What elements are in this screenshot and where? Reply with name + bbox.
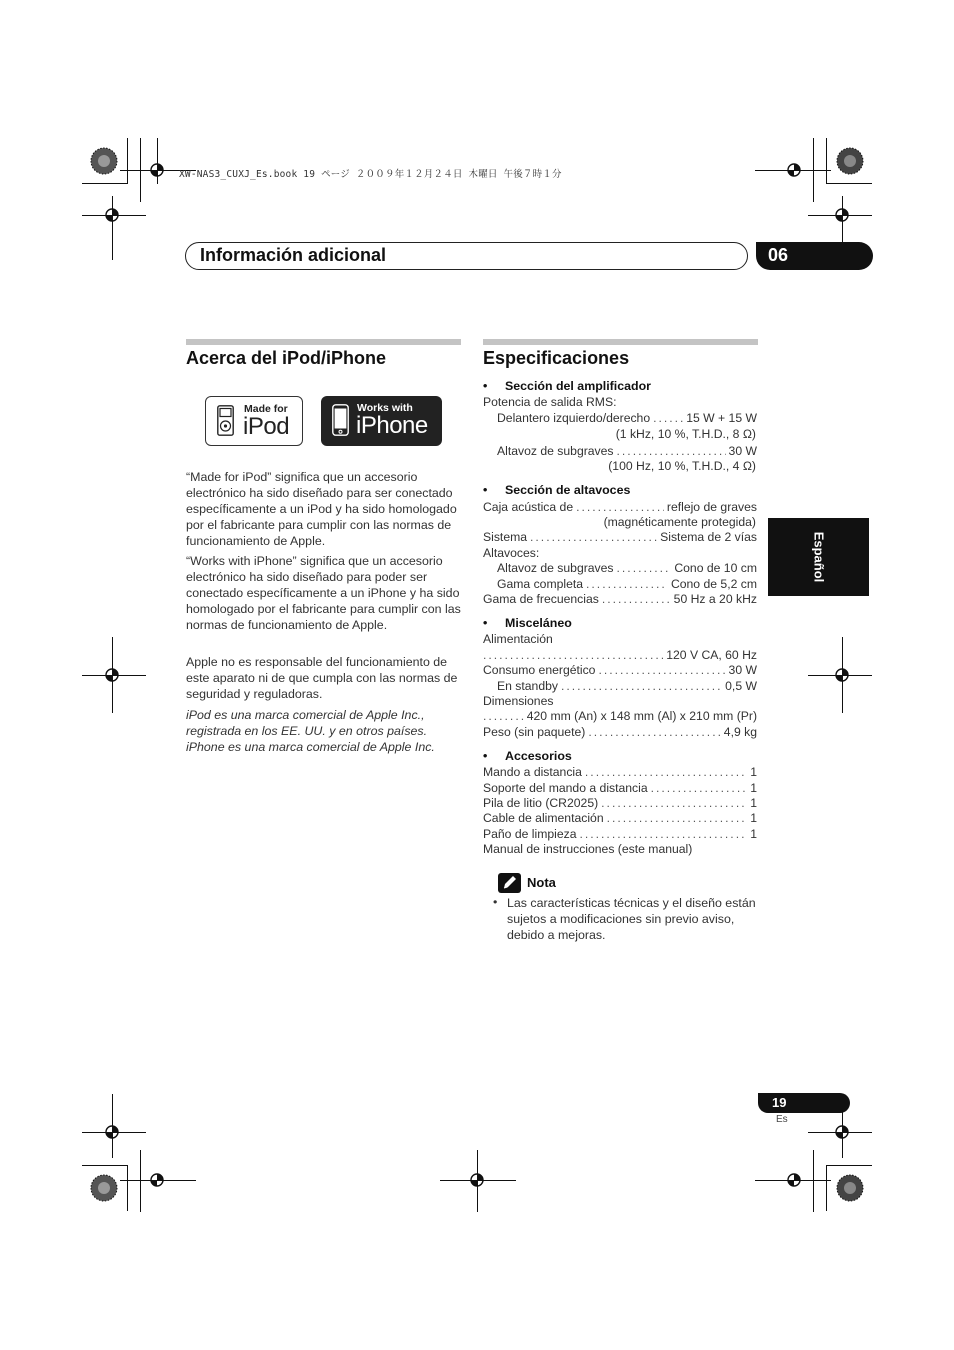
registration-target-icon bbox=[784, 1170, 804, 1190]
spec-row: Altavoz de subgraves ..... 30 W bbox=[497, 444, 757, 459]
badge-small-text: Made for bbox=[244, 403, 288, 415]
section-title-specs: Especificaciones bbox=[483, 348, 630, 368]
spec-row: Sistema ..... Sistema de 2 vías bbox=[483, 530, 757, 545]
spec-heading-amplifier: • Sección del amplificador bbox=[483, 379, 651, 393]
chapter-number-badge bbox=[756, 242, 873, 270]
section-rule bbox=[483, 339, 758, 345]
registration-target-icon bbox=[467, 1170, 487, 1190]
page-language: Es bbox=[776, 1114, 788, 1125]
spec-condition: (1 kHz, 10 %, T.H.D., 8 Ω) bbox=[615, 427, 756, 441]
works-with-iphone-badge bbox=[321, 396, 442, 446]
page-number: 19 bbox=[772, 1095, 787, 1110]
chapter-number: 06 bbox=[768, 245, 789, 265]
registration-target-icon bbox=[147, 1170, 167, 1190]
registration-target-icon bbox=[832, 665, 852, 685]
spec-row: Peso (sin paquete) ..... 4,9 kg bbox=[483, 725, 757, 740]
spec-label: Alimentación bbox=[483, 632, 553, 646]
made-for-ipod-badge bbox=[205, 396, 303, 446]
iphone-icon bbox=[332, 404, 349, 436]
paragraph: “Made for iPod” significa que un accesorio electrónico ha sido diseñado para ser conectado específicamente a un iPod y ha sido homologado por el fabricante para cumplir con las normas de funcionamiento de Apple. bbox=[186, 470, 457, 548]
registration-target-icon bbox=[784, 160, 804, 180]
registration-target-icon bbox=[832, 1122, 852, 1142]
spec-row: En standby ..... 0,5 W bbox=[497, 679, 757, 694]
spec-row: Consumo energético ..... 30 W bbox=[483, 663, 757, 678]
spec-label: Dimensiones bbox=[483, 694, 554, 708]
accessory-row: Pila de litio (CR2025) ..... 1 bbox=[483, 796, 757, 811]
section-title-ipod: Acerca del iPod/iPhone bbox=[186, 348, 387, 368]
registration-target-icon bbox=[102, 1122, 122, 1142]
spec-heading-speakers: • Sección de altavoces bbox=[483, 483, 631, 497]
registration-target-icon bbox=[102, 205, 122, 225]
note-bullet: • bbox=[493, 895, 498, 909]
spec-row: Gama completa ..... Cono de 5,2 cm bbox=[497, 577, 757, 592]
page-number-badge bbox=[758, 1093, 850, 1113]
spec-label: Altavoces: bbox=[483, 546, 540, 560]
color-rosette-icon bbox=[90, 1174, 118, 1202]
ipod-icon bbox=[217, 405, 234, 436]
accessory-row: Mando a distancia ..... 1 bbox=[483, 765, 757, 780]
spec-row: ..... 120 V CA, 60 Hz bbox=[483, 648, 757, 663]
spec-label: Potencia de salida RMS: bbox=[483, 395, 617, 409]
accessory-row: Cable de alimentación ..... 1 bbox=[483, 811, 757, 826]
accessory-row: Soporte del mando a distancia ..... 1 bbox=[483, 781, 757, 796]
badge-small-text: Works with bbox=[357, 402, 413, 414]
spec-row: ..... 420 mm (An) x 148 mm (Al) x 210 mm (Pr) bbox=[483, 709, 757, 724]
chapter-title: Información adicional bbox=[200, 245, 387, 265]
spec-row: Caja acústica de ..... reflejo de graves bbox=[483, 500, 757, 515]
print-info: XW-NAS3_CUXJ_Es.book 19 ページ ２００９年１２月２４日 木曜日 午後７時１分 bbox=[179, 169, 562, 180]
spec-row: Altavoz de subgraves ..... Cono de 10 cm bbox=[497, 561, 757, 576]
spec-heading-misc: • Misceláneo bbox=[483, 616, 572, 630]
paragraph: Apple no es responsable del funcionamiento de este aparato ni de que cumpla con las normas de seguridad y reguladoras. bbox=[186, 655, 458, 701]
spec-row: Delantero izquierdo/derecho ..... 15 W + 15 W bbox=[497, 411, 757, 426]
badge-big-text: iPod bbox=[243, 413, 290, 440]
spec-condition: (magnéticamente protegida) bbox=[603, 515, 756, 529]
color-rosette-icon bbox=[836, 147, 864, 175]
spec-condition: (100 Hz, 10 %, T.H.D., 4 Ω) bbox=[608, 459, 756, 473]
chapter-header bbox=[185, 242, 748, 270]
section-rule bbox=[186, 339, 461, 345]
note-label: Nota bbox=[527, 875, 556, 890]
accessory-manual: Manual de instrucciones (este manual) bbox=[483, 842, 693, 856]
registration-target-icon bbox=[832, 205, 852, 225]
spec-row: Gama de frecuencias ..... 50 Hz a 20 kHz bbox=[483, 592, 757, 607]
color-rosette-icon bbox=[90, 147, 118, 175]
paragraph: “Works with iPhone” significa que un accesorio electrónico ha sido diseñado para poder ser conectado específicamente a un iPhone y ha sido homologado por el fabricante para cumplir con las normas de funcionamiento de Apple. bbox=[186, 554, 461, 632]
note-text: Las características técnicas y el diseño están sujetos a modificaciones sin previo aviso, debido a mejoras. bbox=[507, 896, 756, 942]
trademark-note: iPod es una marca comercial de Apple Inc., registrada en los EE. UU. y en otros países. iPhone es una marca comercial de Apple Inc. bbox=[186, 708, 435, 754]
color-rosette-icon bbox=[836, 1174, 864, 1202]
language-tab bbox=[768, 518, 869, 596]
accessory-row: Paño de limpieza ..... 1 bbox=[483, 827, 757, 842]
badge-big-text: iPhone bbox=[356, 412, 428, 439]
spec-heading-accessories: • Accesorios bbox=[483, 749, 572, 763]
language-tab-label: Español bbox=[811, 531, 826, 583]
note-pencil-icon bbox=[498, 873, 521, 893]
registration-target-icon bbox=[102, 665, 122, 685]
registration-target-icon bbox=[147, 160, 167, 180]
